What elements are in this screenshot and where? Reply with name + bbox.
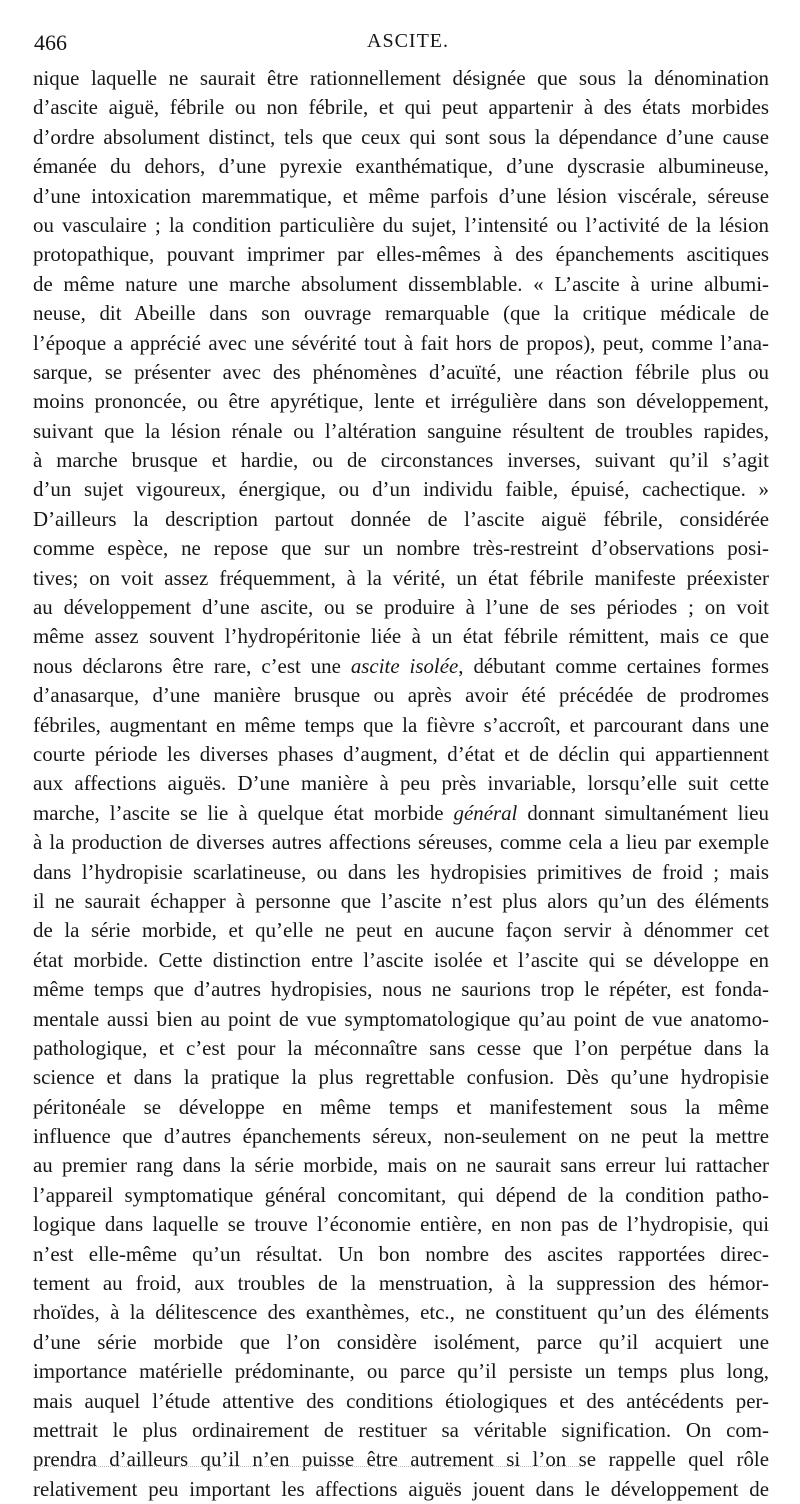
text-line: d’anasarque, d’une manière brusque ou après avoir été précédée de prodromes (33, 683, 769, 708)
text-line: de même nature une marche absolument dissemblable. « L’ascite à urine albumi- (33, 271, 769, 296)
body-text (33, 64, 769, 1504)
text-line: D’ailleurs la description partout donnée de l’ascite aiguë fébrile, considérée (33, 506, 769, 531)
text-line: logique dans laquelle se trouve l’économie entière, en non pas de l’hydropisie, qui (33, 1212, 769, 1237)
text-line (33, 652, 769, 681)
text-line: mettrait le plus ordinairement de restituer sa véritable signification. On com- (33, 1417, 769, 1442)
text-line: courte période les diverses phases d’augment, d’état et de déclin qui appartiennent (33, 741, 769, 766)
text-segment: donnant simultanément lieu (517, 800, 769, 825)
text-line: ou vasculaire ; la condition particulière du sujet, l’intensité ou l’activité de la lésion (33, 212, 769, 237)
running-head (32, 30, 766, 60)
page-number: 466 (34, 30, 67, 55)
text-line: mentale aussi bien au point de vue symptomatologique qu’au point de vue anatomo- (33, 1006, 769, 1031)
text-line: d’ordre absolument distinct, tels que ceux qui sont sous la dépendance d’une cause (33, 124, 769, 149)
text-line: neuse, dit Abeille dans son ouvrage remarquable (que la critique médicale de (33, 301, 769, 326)
text-line: au premier rang dans la série morbide, mais on ne saurait sans erreur lui rattacher (33, 1153, 769, 1178)
text-line: sarque, se présenter avec des phénomènes d’acuïté, une réaction fébrile plus ou (33, 359, 769, 384)
running-title: ASCITE. (367, 30, 449, 52)
text-line: rhoïdes, à la délitescence des exanthèmes, etc., ne constituent qu’un des éléments (33, 1300, 769, 1325)
text-line: protopathique, pouvant imprimer par elles-mêmes à des épanchements ascitiques (33, 242, 769, 267)
text-line: d’un sujet vigoureux, énergique, ou d’un individu faible, épuisé, cachectique. » (33, 477, 769, 502)
text-line: suivant que la lésion rénale ou l’altération sanguine résultent de troubles rapides, (33, 418, 769, 443)
text-line (33, 799, 769, 828)
text-line: pathologique, et c’est pour la méconnaître sans cesse que l’on perpétue dans la (33, 1035, 769, 1060)
text-line: importance matérielle prédominante, ou parce qu’il persiste un temps plus long, (33, 1359, 769, 1384)
text-line: d’une intoxication maremmatique, et même parfois d’une lésion viscérale, séreuse (33, 183, 769, 208)
text-segment: marche, l’ascite se lie à quelque état morbide (33, 800, 454, 825)
text-line: dans l’hydropisie scarlatineuse, ou dans les hydropisies primitives de froid ; mais (33, 859, 769, 884)
text-line: émanée du dehors, d’une pyrexie exanthématique, d’une dyscrasie albumineuse, (33, 154, 769, 179)
text-line: à marche brusque et hardie, ou de circonstances inverses, suivant qu’il s’agit (33, 448, 769, 473)
text-line: d’ascite aiguë, fébrile ou non fébrile, et qui peut appartenir à des états morbides (33, 95, 769, 120)
text-line: tives; on voit assez fréquemment, à la vérité, un état fébrile manifeste préexister (33, 565, 769, 590)
italic-emphasis: général (453, 800, 518, 825)
text-segment: nous déclarons être rare, c’est une (33, 653, 351, 678)
text-line: influence que d’autres épanchements séreux, non-seulement on ne peut la mettre (33, 1124, 769, 1149)
text-line: même temps que d’autres hydropisies, nous ne saurions trop le répéter, est fonda- (33, 977, 769, 1002)
text-line: nique laquelle ne saurait être rationnellement désignée que sous la dénomination (33, 66, 769, 90)
text-line: d’une série morbide que l’on considère isolément, parce qu’il acquiert une (33, 1329, 769, 1354)
footer-dotted-rule (40, 1466, 585, 1467)
text-line: tement au froid, aux troubles de la menstruation, à la suppression des hémor- (33, 1271, 769, 1296)
text-line: il ne saurait échapper à personne que l’ascite n’est plus alors qu’un des éléments (33, 888, 769, 913)
text-line: l’appareil symptomatique général concomitant, qui dépend de la condition patho- (33, 1182, 769, 1207)
text-line: science et dans la pratique la plus regrettable confusion. Dès qu’une hydropisie (33, 1065, 769, 1090)
text-line: n’est elle-même qu’un résultat. Un bon nombre des ascites rapportées direc- (33, 1241, 769, 1266)
text-line: à la production de diverses autres affections séreuses, comme cela a lieu par exemple (33, 830, 769, 855)
text-line: l’époque a apprécié avec une sévérité tout à fait hors de propos), peut, comme l’ana- (33, 330, 769, 355)
text-line: au développement d’une ascite, ou se produire à l’une de ses périodes ; on voit (33, 595, 769, 620)
text-line: aux affections aiguës. D’une manière à peu près invariable, lorsqu’elle suit cette (33, 771, 769, 796)
text-segment: , débutant comme certaines formes (458, 653, 769, 678)
text-line: prendra d’ailleurs qu’il n’en puisse être autrement si l’on se rappelle quel rôle (33, 1447, 769, 1472)
text-line: état morbide. Cette distinction entre l’ascite isolée et l’ascite qui se développe en (33, 947, 769, 972)
text-line: fébriles, augmentant en même temps que la fièvre s’accroît, et parcourant dans une (33, 712, 769, 737)
italic-emphasis: ascite isolée (350, 653, 459, 678)
text-line: relativement peu important les affections aiguës jouent dans le développement de (33, 1476, 769, 1501)
text-line: péritonéale se développe en même temps et manifestement sous la même (33, 1094, 769, 1119)
text-line: de la série morbide, et qu’elle ne peut en aucune façon servir à dénommer cet (33, 918, 769, 943)
text-line: même assez souvent l’hydropéritonie liée à un état fébrile rémittent, mais ce que (33, 624, 769, 649)
text-line: mais auquel l’étude attentive des conditions étiologiques et des antécédents per- (33, 1388, 769, 1413)
text-line: moins prononcée, ou être apyrétique, lente et irrégulière dans son développement, (33, 389, 769, 414)
text-line: comme espèce, ne repose que sur un nombre très-restreint d’observations posi- (33, 536, 769, 561)
